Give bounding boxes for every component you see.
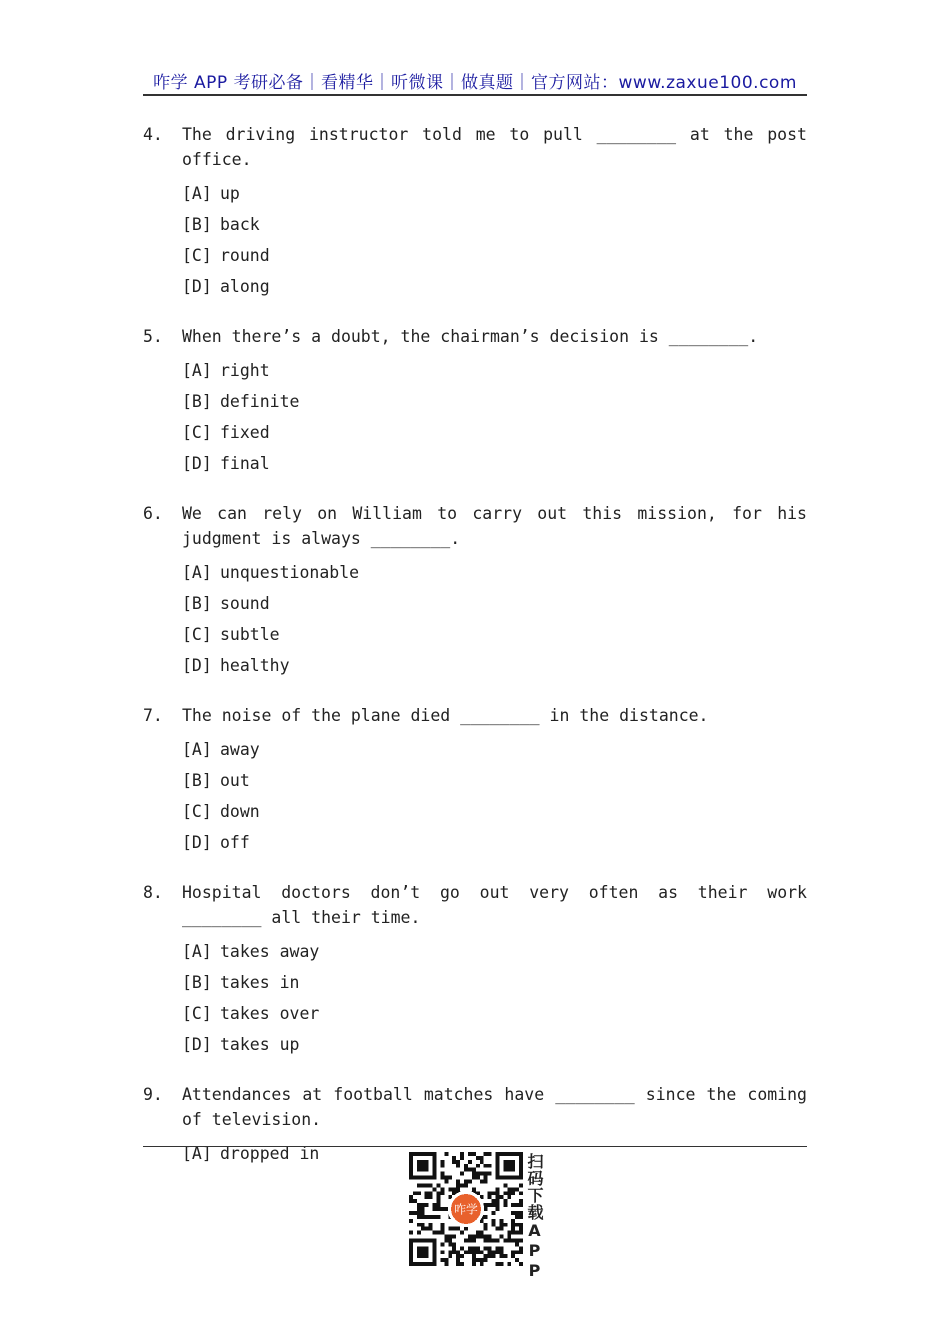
answer-option[interactable] (182, 936, 807, 967)
option-letter: [D] (182, 656, 212, 675)
answer-option[interactable] (182, 209, 807, 240)
option-text: right (220, 361, 270, 380)
answer-option[interactable] (182, 734, 807, 765)
answer-option[interactable] (182, 588, 807, 619)
option-text: definite (220, 392, 300, 411)
question-number: 4. (143, 125, 163, 144)
page-header: 咋学 APP 考研必备｜看精华｜听微课｜做真题｜官方网站：www.zaxue100.com (143, 68, 807, 96)
option-letter: [C] (182, 246, 212, 265)
question-4 (143, 122, 807, 302)
option-letter: [D] (182, 277, 212, 296)
question-text: The driving instructor told me to pull ________ at the post office. (182, 125, 807, 169)
option-text: out (220, 771, 250, 790)
qr-code[interactable] (409, 1152, 523, 1266)
option-text: round (220, 246, 270, 265)
option-list (182, 936, 807, 1060)
option-letter: [A] (182, 361, 212, 380)
option-text: takes in (220, 973, 300, 992)
question-text: When there’s a doubt, the chairman’s decision is ________. (182, 327, 759, 346)
option-letter: [B] (182, 594, 212, 613)
answer-option[interactable] (182, 448, 807, 479)
answer-option[interactable] (182, 765, 807, 796)
option-text: back (220, 215, 260, 234)
question-number: 6. (143, 504, 163, 523)
question-text: Hospital doctors don’t go out very often as their work ________ all their time. (182, 883, 807, 927)
option-letter: [D] (182, 1035, 212, 1054)
option-letter: [C] (182, 802, 212, 821)
option-list (182, 734, 807, 858)
option-text: away (220, 740, 260, 759)
option-text: takes up (220, 1035, 300, 1054)
question-number: 9. (143, 1085, 163, 1104)
zaxue-logo-icon (449, 1192, 482, 1225)
qr-download-label: 扫码下载APP (525, 1153, 544, 1281)
option-text: sound (220, 594, 270, 613)
option-letter: [C] (182, 423, 212, 442)
answer-option[interactable] (182, 178, 807, 209)
option-text: along (220, 277, 270, 296)
question-number: 7. (143, 706, 163, 725)
option-letter: [B] (182, 392, 212, 411)
option-letter: [A] (182, 563, 212, 582)
option-list (182, 355, 807, 479)
option-letter: [B] (182, 973, 212, 992)
answer-option[interactable] (182, 650, 807, 681)
option-letter: [A] (182, 740, 212, 759)
question-list (143, 122, 807, 1191)
option-list (182, 178, 807, 302)
question-7 (143, 703, 807, 858)
svg-text:咋学: 咋学 (454, 1202, 478, 1217)
answer-option[interactable] (182, 796, 807, 827)
option-text: down (220, 802, 260, 821)
option-letter: [A] (182, 1144, 212, 1163)
option-letter: [B] (182, 771, 212, 790)
option-text: dropped in (220, 1144, 320, 1163)
answer-option[interactable] (182, 967, 807, 998)
answer-option[interactable] (182, 417, 807, 448)
option-text: takes away (220, 942, 320, 961)
option-list (182, 557, 807, 681)
option-letter: [C] (182, 625, 212, 644)
question-number: 5. (143, 327, 163, 346)
option-letter: [A] (182, 184, 212, 203)
question-text: The noise of the plane died ________ in the distance. (182, 706, 709, 725)
answer-option[interactable] (182, 386, 807, 417)
option-text: up (220, 184, 240, 203)
option-letter: [B] (182, 215, 212, 234)
answer-option[interactable] (182, 240, 807, 271)
option-text: final (220, 454, 270, 473)
answer-option[interactable] (182, 827, 807, 858)
option-text: fixed (220, 423, 270, 442)
answer-option[interactable] (182, 557, 807, 588)
option-text: healthy (220, 656, 290, 675)
footer-divider (143, 1146, 807, 1147)
question-number: 8. (143, 883, 163, 902)
question-8 (143, 880, 807, 1060)
option-letter: [A] (182, 942, 212, 961)
question-5 (143, 324, 807, 479)
option-letter: [D] (182, 454, 212, 473)
answer-option[interactable] (182, 1029, 807, 1060)
question-6 (143, 501, 807, 681)
answer-option[interactable] (182, 998, 807, 1029)
option-text: subtle (220, 625, 280, 644)
option-text: off (220, 833, 250, 852)
option-letter: [C] (182, 1004, 212, 1023)
option-text: takes over (220, 1004, 320, 1023)
answer-option[interactable] (182, 271, 807, 302)
answer-option[interactable] (182, 619, 807, 650)
question-text: We can rely on William to carry out this mission, for his judgment is always ________. (182, 504, 807, 548)
question-text: Attendances at football matches have ________ since the coming of television. (182, 1085, 807, 1129)
answer-option[interactable] (182, 355, 807, 386)
option-letter: [D] (182, 833, 212, 852)
option-text: unquestionable (220, 563, 360, 582)
